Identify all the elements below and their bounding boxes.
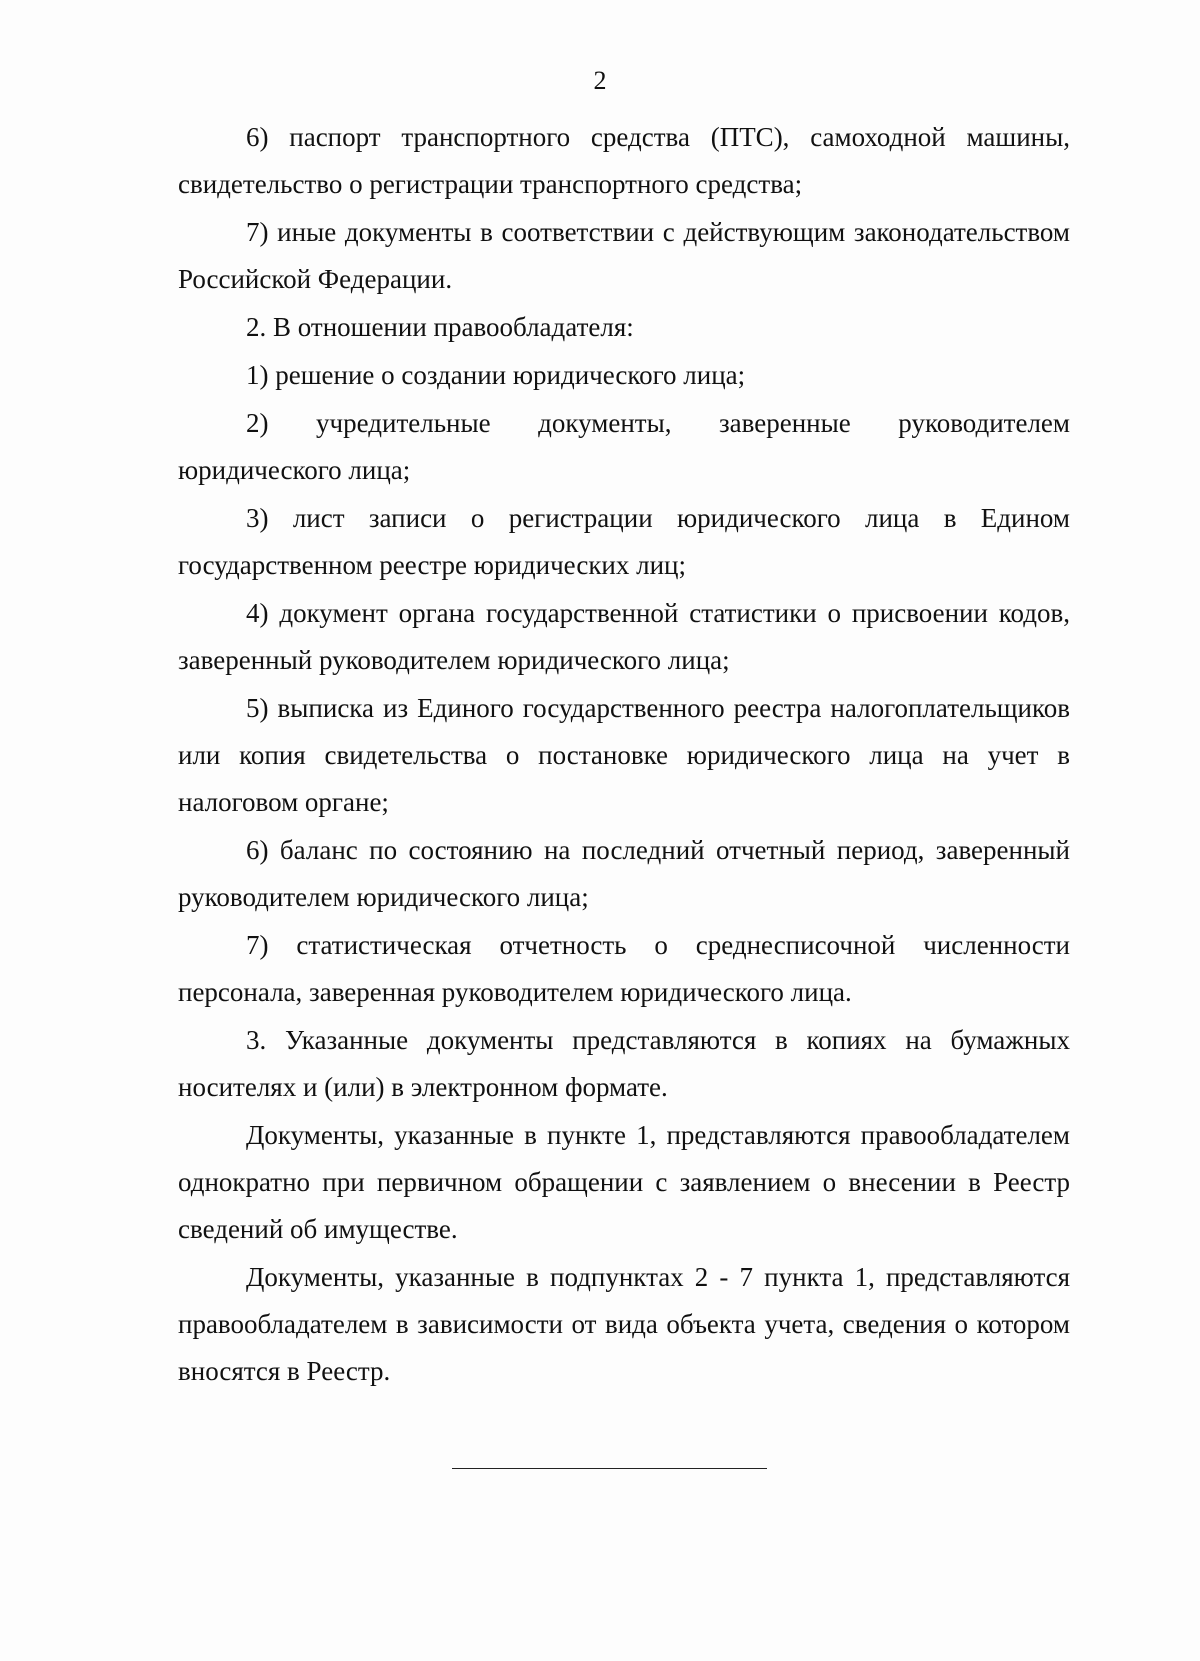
paragraph-section-3-copies: 3. Указанные документы представляются в копиях на бумажных носителях и (или) в электронном формате. [178,1025,1070,1102]
paragraph-section-2-heading: 2. В отношении правообладателя: [246,312,634,342]
paragraph-documents-point-1: Документы, указанные в пункте 1, представляются правообладателем однократно при первичном обращении с заявлением о внесении в Реестр сведений об имуществе. [178,1120,1070,1244]
document-body [178,114,1070,1396]
paragraph-documents-subpoints-2-7: Документы, указанные в подпунктах 2 - 7 пункта 1, представляются правообладателем в зависимости от вида объекта учета, сведения о котором вносятся в Реестр. [178,1262,1070,1386]
paragraph-item-5-tax-extract: 5) выписка из Единого государственного реестра налогоплательщиков или копия свидетельства о постановке юридического лица на учет в налоговом органе; [178,693,1070,817]
paragraph-item-1-decision: 1) решение о создании юридического лица; [246,360,746,390]
paragraph-item-7-statistical-report: 7) статистическая отчетность о среднесписочной численности персонала, заверенная руководителем юридического лица. [178,930,1070,1007]
paragraph-item-4-statistics-doc: 4) документ органа государственной статистики о присвоении кодов, заверенный руководителем юридического лица; [178,598,1070,675]
page-number: 2 [593,66,607,95]
paragraph-item-7-other-docs: 7) иные документы в соответствии с действующим законодательством Российской Федерации. [178,217,1070,294]
paragraph-item-2-founding-docs: 2) учредительные документы, заверенные руководителем юридического лица; [178,408,1070,485]
paragraph-item-3-registry-sheet: 3) лист записи о регистрации юридического лица в Едином государственном реестре юридических лиц; [178,503,1070,580]
paragraph-item-6-balance: 6) баланс по состоянию на последний отчетный период, заверенный руководителем юридического лица; [178,835,1070,912]
paragraph-item-6-pts: 6) паспорт транспортного средства (ПТС), самоходной машины, свидетельство о регистрации транспортного средства; [178,122,1070,199]
end-divider-line [452,1468,767,1469]
